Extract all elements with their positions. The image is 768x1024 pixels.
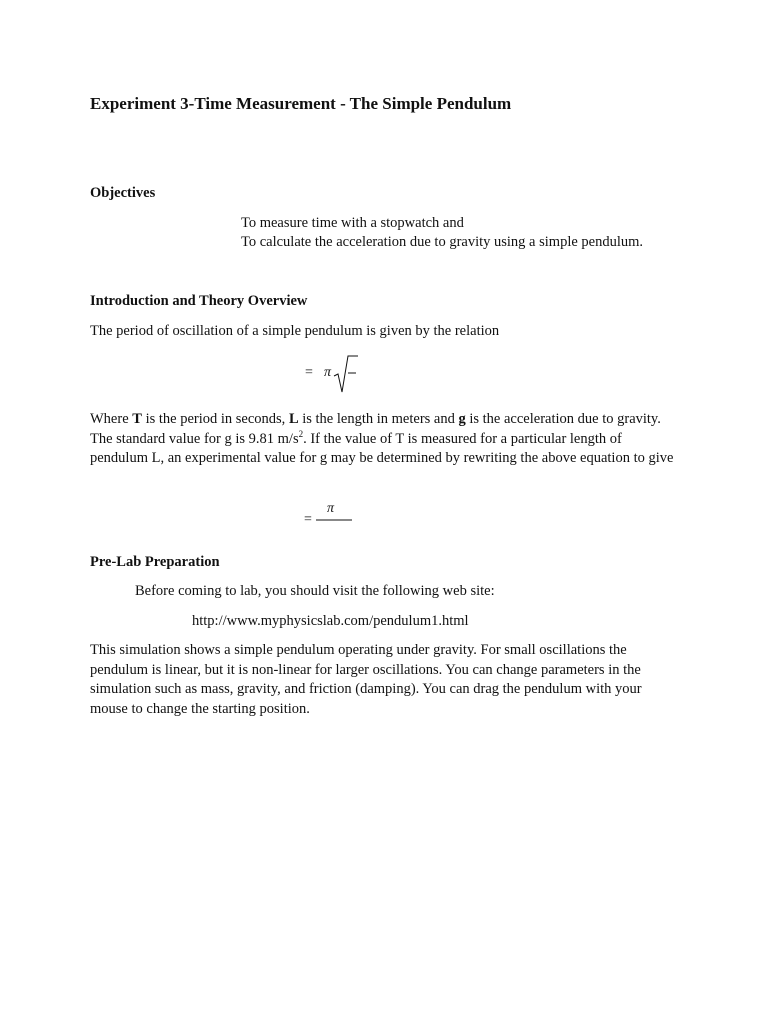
objective-item-2: To calculate the acceleration due to gravity using a simple pendulum. <box>241 234 644 250</box>
prelab-line: Before coming to lab, you should visit the following web site: <box>135 583 495 599</box>
symbol-T: T <box>132 411 142 427</box>
equation-period <box>300 352 370 398</box>
symbol-g: g <box>458 411 466 427</box>
fraction-bar-icon <box>316 519 356 523</box>
intro-paragraph: Where T is the period in seconds, L is the length in meters and g is the acceleration due to gravity. The standard value for g is 9.81 $m/s^2$. If the value of T is measured for a particular length of pendulum L, an experimental value for g may be determined by rewriting the above equation to give <box>90 411 674 466</box>
equation-period-equals: = <box>305 365 313 380</box>
objectives-heading: Objectives <box>90 185 156 201</box>
intro-heading: Introduction and Theory Overview <box>90 293 308 309</box>
symbol-L: L <box>288 411 299 427</box>
equation-gravity-pi: π <box>327 501 335 516</box>
prelab-heading: Pre-Lab Preparation <box>90 554 220 570</box>
intro-lead: The period of oscillation of a simple pendulum is given by the relation <box>90 323 500 339</box>
equation-period-pi: π <box>324 365 332 380</box>
equation-gravity-equals: = <box>304 512 312 527</box>
prelab-url: http://www.myphysicslab.com/pendulum1.html <box>192 613 469 629</box>
radical-sign-icon <box>332 352 372 398</box>
objective-item-1: To measure time with a stopwatch and <box>241 215 464 231</box>
prelab-paragraph: This simulation shows a simple pendulum operating under gravity. For small oscillations the pendulum is linear, but it is non-linear for larger oscillations. You can change parameters in the simulation such as mass, gravity, and friction (damping). You can drag the pendulum with your mouse to change the starting position. <box>90 642 642 717</box>
page-title: Experiment 3-Time Measurement - The Simple Pendulum <box>90 94 512 113</box>
equation-gravity <box>300 500 360 530</box>
